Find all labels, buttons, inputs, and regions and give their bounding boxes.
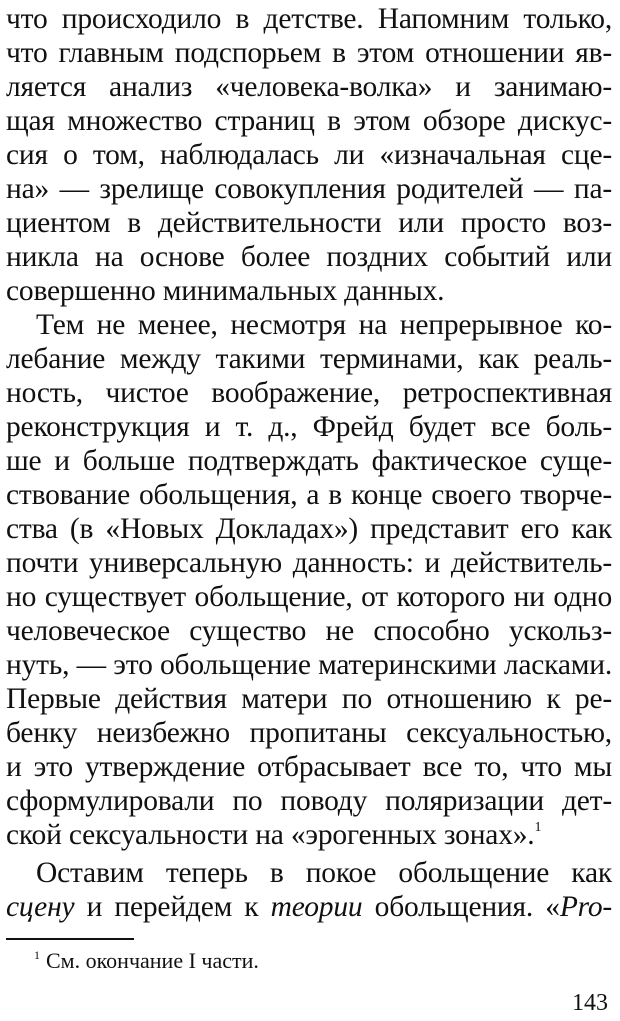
text-segment: обольщения. « — [362, 891, 560, 923]
italic-term-theory: теории — [270, 891, 363, 923]
italic-term-scene: сцену — [6, 891, 75, 923]
italic-term-pro: Pro — [559, 891, 603, 923]
text-line: ше и больше подтверждать фактическое суще- — [6, 445, 612, 477]
text-line: никла на основе более поздних событий или — [6, 241, 612, 273]
text-line: на» — зрелище совокупления родителей — па- — [6, 173, 612, 205]
text-line: совершенно минимальных данных. — [6, 275, 445, 307]
page-number: 143 — [572, 990, 608, 1016]
text-line: Оставим теперь в покое обольщение как — [36, 857, 612, 889]
text-line: нуть, — это обольщение материнскими ласками. — [6, 649, 612, 681]
footnote-text: См. окончание I части. — [46, 948, 259, 973]
text-line: сия о том, наблюдалась ли «изначальная сце- — [6, 139, 612, 171]
text-segment: ской сексуальности на «эрогенных зонах». — [6, 819, 535, 851]
text-line: ства (в «Новых Докладах») представит его как — [6, 513, 612, 545]
text-segment: - — [602, 891, 612, 923]
text-line: ляется анализ «человека-волка» и занимаю- — [6, 71, 612, 103]
text-segment: и перейдем к — [74, 891, 271, 923]
text-line: ность, чистое воображение, ретроспективная — [6, 377, 612, 409]
text-line: Тем не менее, несмотря на непрерывное ко- — [36, 309, 612, 341]
text-line — [6, 818, 612, 852]
text-line — [6, 890, 612, 924]
footnote-marker: 1 — [34, 948, 40, 962]
text-line: лебание между такими терминами, как реаль- — [6, 343, 612, 375]
footnote-divider — [6, 938, 134, 940]
text-line: человеческое существо не способно ускольз- — [6, 615, 612, 647]
text-line: что главным подспорьем в этом отношении яв- — [6, 37, 612, 69]
text-line: но существует обольщение, от которого ни одно — [6, 581, 612, 613]
text-line: Первые действия матери по отношению к ре- — [6, 683, 612, 715]
text-line: сформулировали по поводу поляризации дет- — [6, 785, 612, 817]
text-line: ствование обольщения, а в конце своего творче- — [6, 479, 612, 511]
text-line: и это утверждение отбрасывает все то, что мы — [6, 751, 612, 783]
footnote — [34, 948, 259, 974]
text-line: что происходило в детстве. Напомним только, — [6, 3, 612, 35]
text-line: реконструкция и т. д., Фрейд будет все боль- — [6, 411, 612, 443]
text-line: бенку неизбежно пропитаны сексуальностью, — [6, 717, 612, 749]
text-line: щая множество страниц в этом обзоре дискус- — [6, 105, 612, 137]
footnote-reference[interactable]: 1 — [534, 820, 542, 835]
text-line: почти универсальную данность: и действитель- — [6, 547, 612, 579]
text-line: циентом в действительности или просто воз- — [6, 207, 612, 239]
